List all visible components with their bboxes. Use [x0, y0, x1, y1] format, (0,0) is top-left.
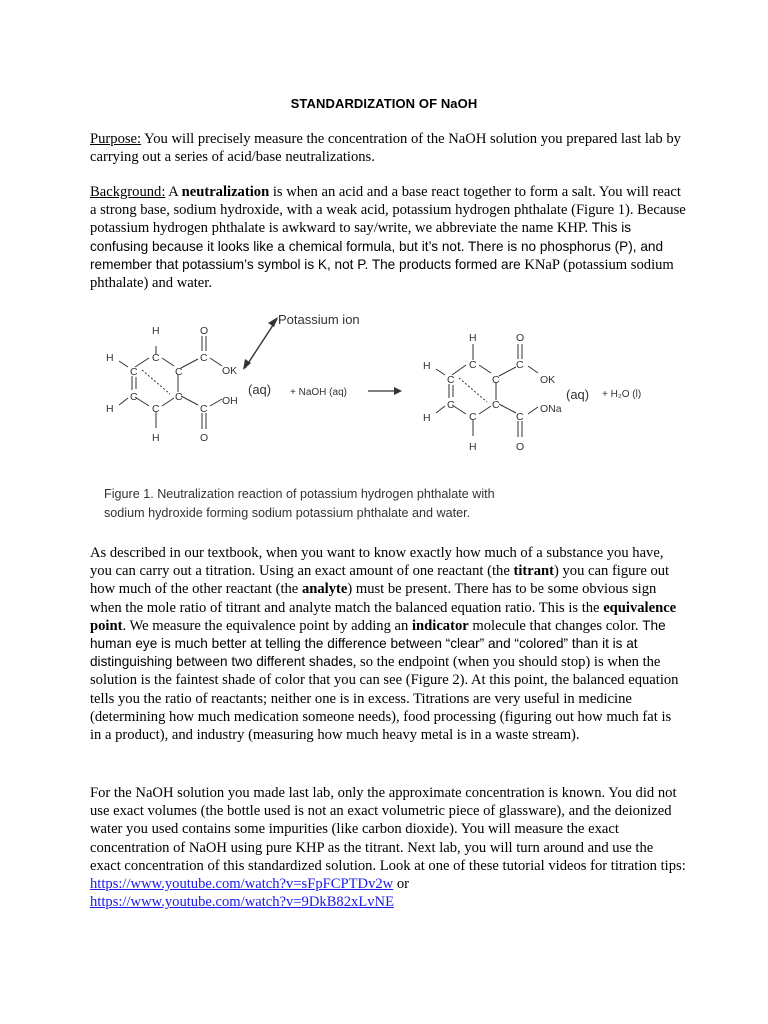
atom-oh: OH [222, 395, 238, 407]
naoh-text: For the NaOH solution you made last lab, only the approximate concentration is known. You did not use exact volumes (the bottle used is not an exact volumetric piece of glassware), and the deionized water you used contains some impurities (like carbon dioxide). You will measure the exact concentration of NaOH using pure KHP as the titrant. Next lab, you will turn around and use the exact concentration of this standardized solution. Look at one of these tutorial videos for titration tips: [90, 785, 686, 874]
atom-c: C [175, 366, 183, 378]
knap-molecule [436, 344, 538, 437]
neutralization-figure [90, 306, 650, 466]
atom-h: H [106, 352, 114, 364]
youtube-link-1[interactable]: https://www.youtube.com/watch?v=sFpFCPTDv2w [90, 876, 394, 893]
khp-molecule [119, 336, 222, 429]
background-text-2: is when an acid and a base react together to form a salt. You will react a strong base, sodium hydroxide, with a weak acid, potassium hydrogen phthalate (Figure 1). Because potassium hydrogen phthalate is awkward to say/write, we abbreviate the name KHP. [90, 184, 686, 237]
background-label: Background: [90, 184, 166, 200]
naoh-or: or [393, 876, 410, 893]
atom-h: H [469, 332, 477, 344]
figure-caption [104, 485, 664, 523]
youtube-link-2[interactable]: https://www.youtube.com/watch?v=9DkB82xLvNE [90, 894, 394, 911]
caption-line-2: sodium hydroxide forming sodium potassium phthalate and water. [104, 506, 471, 520]
atom-o: O [200, 325, 209, 337]
atom-c: C [130, 366, 138, 378]
caption-line-1: Figure 1. Neutralization reaction of potassium hydrogen phthalate with [104, 487, 495, 501]
purpose-label: Purpose: [90, 131, 142, 147]
term-equivalence-point: equivalence point [90, 599, 677, 634]
atom-h: H [152, 325, 160, 337]
potassium-arrow [243, 317, 278, 370]
titration-text-2: ) you can figure out how much of the other reactant (the [90, 563, 670, 598]
background-paragraph [90, 183, 686, 292]
potassium-ion-label: Potassium ion [278, 312, 360, 327]
atom-c: C [516, 359, 524, 371]
atom-h: H [423, 412, 431, 424]
background-text-1: A [165, 184, 182, 200]
titration-text-7: , so the endpoint (when you should stop) is when the solution is the faintest shade of color that you can see (Figure 2). At this point, the balanced equation tells you the ratio of reactants; neither one is in excess. Titrations are very useful in medicine (determining how much medication someone needs), food processing (figuring out how much fat is in a product), and industry (measuring how much heavy metal is in a waste stream). [90, 654, 679, 744]
atom-ona: ONa [540, 403, 562, 415]
aq-label-1: (aq) [248, 382, 272, 397]
atom-c: C [175, 391, 183, 403]
reaction-arrow [368, 387, 402, 395]
atom-h: H [106, 403, 114, 415]
term-neutralization: neutralization [181, 184, 270, 200]
titration-text-5: molecule that changes color. [468, 617, 643, 634]
khp-atoms [106, 325, 238, 444]
atom-o: O [516, 332, 525, 344]
naoh-paragraph [90, 784, 686, 911]
titration-text-1: As described in our textbook, when you want to know exactly how much of a substance you have, you can carry out a titration. Using an exact amount of one reactant (the [90, 545, 664, 580]
background-text-4: KNaP (potassium sodium phthalate) and water. [90, 256, 674, 292]
atom-c: C [492, 399, 500, 411]
atom-c: C [469, 411, 477, 423]
plus-naoh-label: + NaOH (aq) [290, 387, 347, 398]
atom-h: H [423, 360, 431, 372]
atom-c: C [447, 399, 455, 411]
aq-label-2: (aq) [566, 387, 590, 402]
term-titrant: titrant [513, 563, 554, 580]
atom-c: C [130, 391, 138, 403]
atom-c: C [152, 403, 160, 415]
page-title: STANDARDIZATION OF NaOH [290, 96, 478, 111]
atom-ok: OK [222, 365, 238, 377]
plus-water-label: + H₂O (l) [602, 389, 642, 400]
atom-c: C [447, 374, 455, 386]
titration-text-3: ) must be present. There has to be some obvious sign when the mole ratio of titrant and analyte match the balanced equation ratio. This is the [90, 581, 657, 616]
purpose-paragraph [90, 130, 686, 166]
purpose-text: You will precisely measure the concentration of the NaOH solution you prepared last lab by carrying out a series of acid/base neutralizations. [90, 131, 681, 166]
atom-c: C [469, 359, 477, 371]
atom-c: C [152, 352, 160, 364]
titration-text-4: . We measure the equivalence point by adding an [122, 617, 412, 634]
titration-text-6: The human eye is much better at telling the difference between “clear” and “colored” than it is at distinguishing between two different shades [90, 617, 666, 670]
atom-c: C [200, 352, 208, 364]
atom-h: H [152, 432, 160, 444]
term-analyte: analyte [301, 581, 348, 598]
atom-c: C [200, 403, 208, 415]
knap-atoms [423, 332, 562, 453]
atom-c: C [492, 374, 500, 386]
atom-h: H [469, 441, 477, 453]
titration-paragraph [90, 544, 686, 744]
atom-ok: OK [540, 374, 556, 386]
atom-o: O [516, 441, 525, 453]
atom-o: O [200, 432, 209, 444]
atom-c: C [516, 411, 524, 423]
term-indicator: indicator [411, 617, 469, 634]
background-text-3: This is confusing because it looks like a chemical formula, but it’s not. There is no phosphorus (P), and remember that potassium’s symbol is K, not P. The products formed are [90, 220, 664, 272]
